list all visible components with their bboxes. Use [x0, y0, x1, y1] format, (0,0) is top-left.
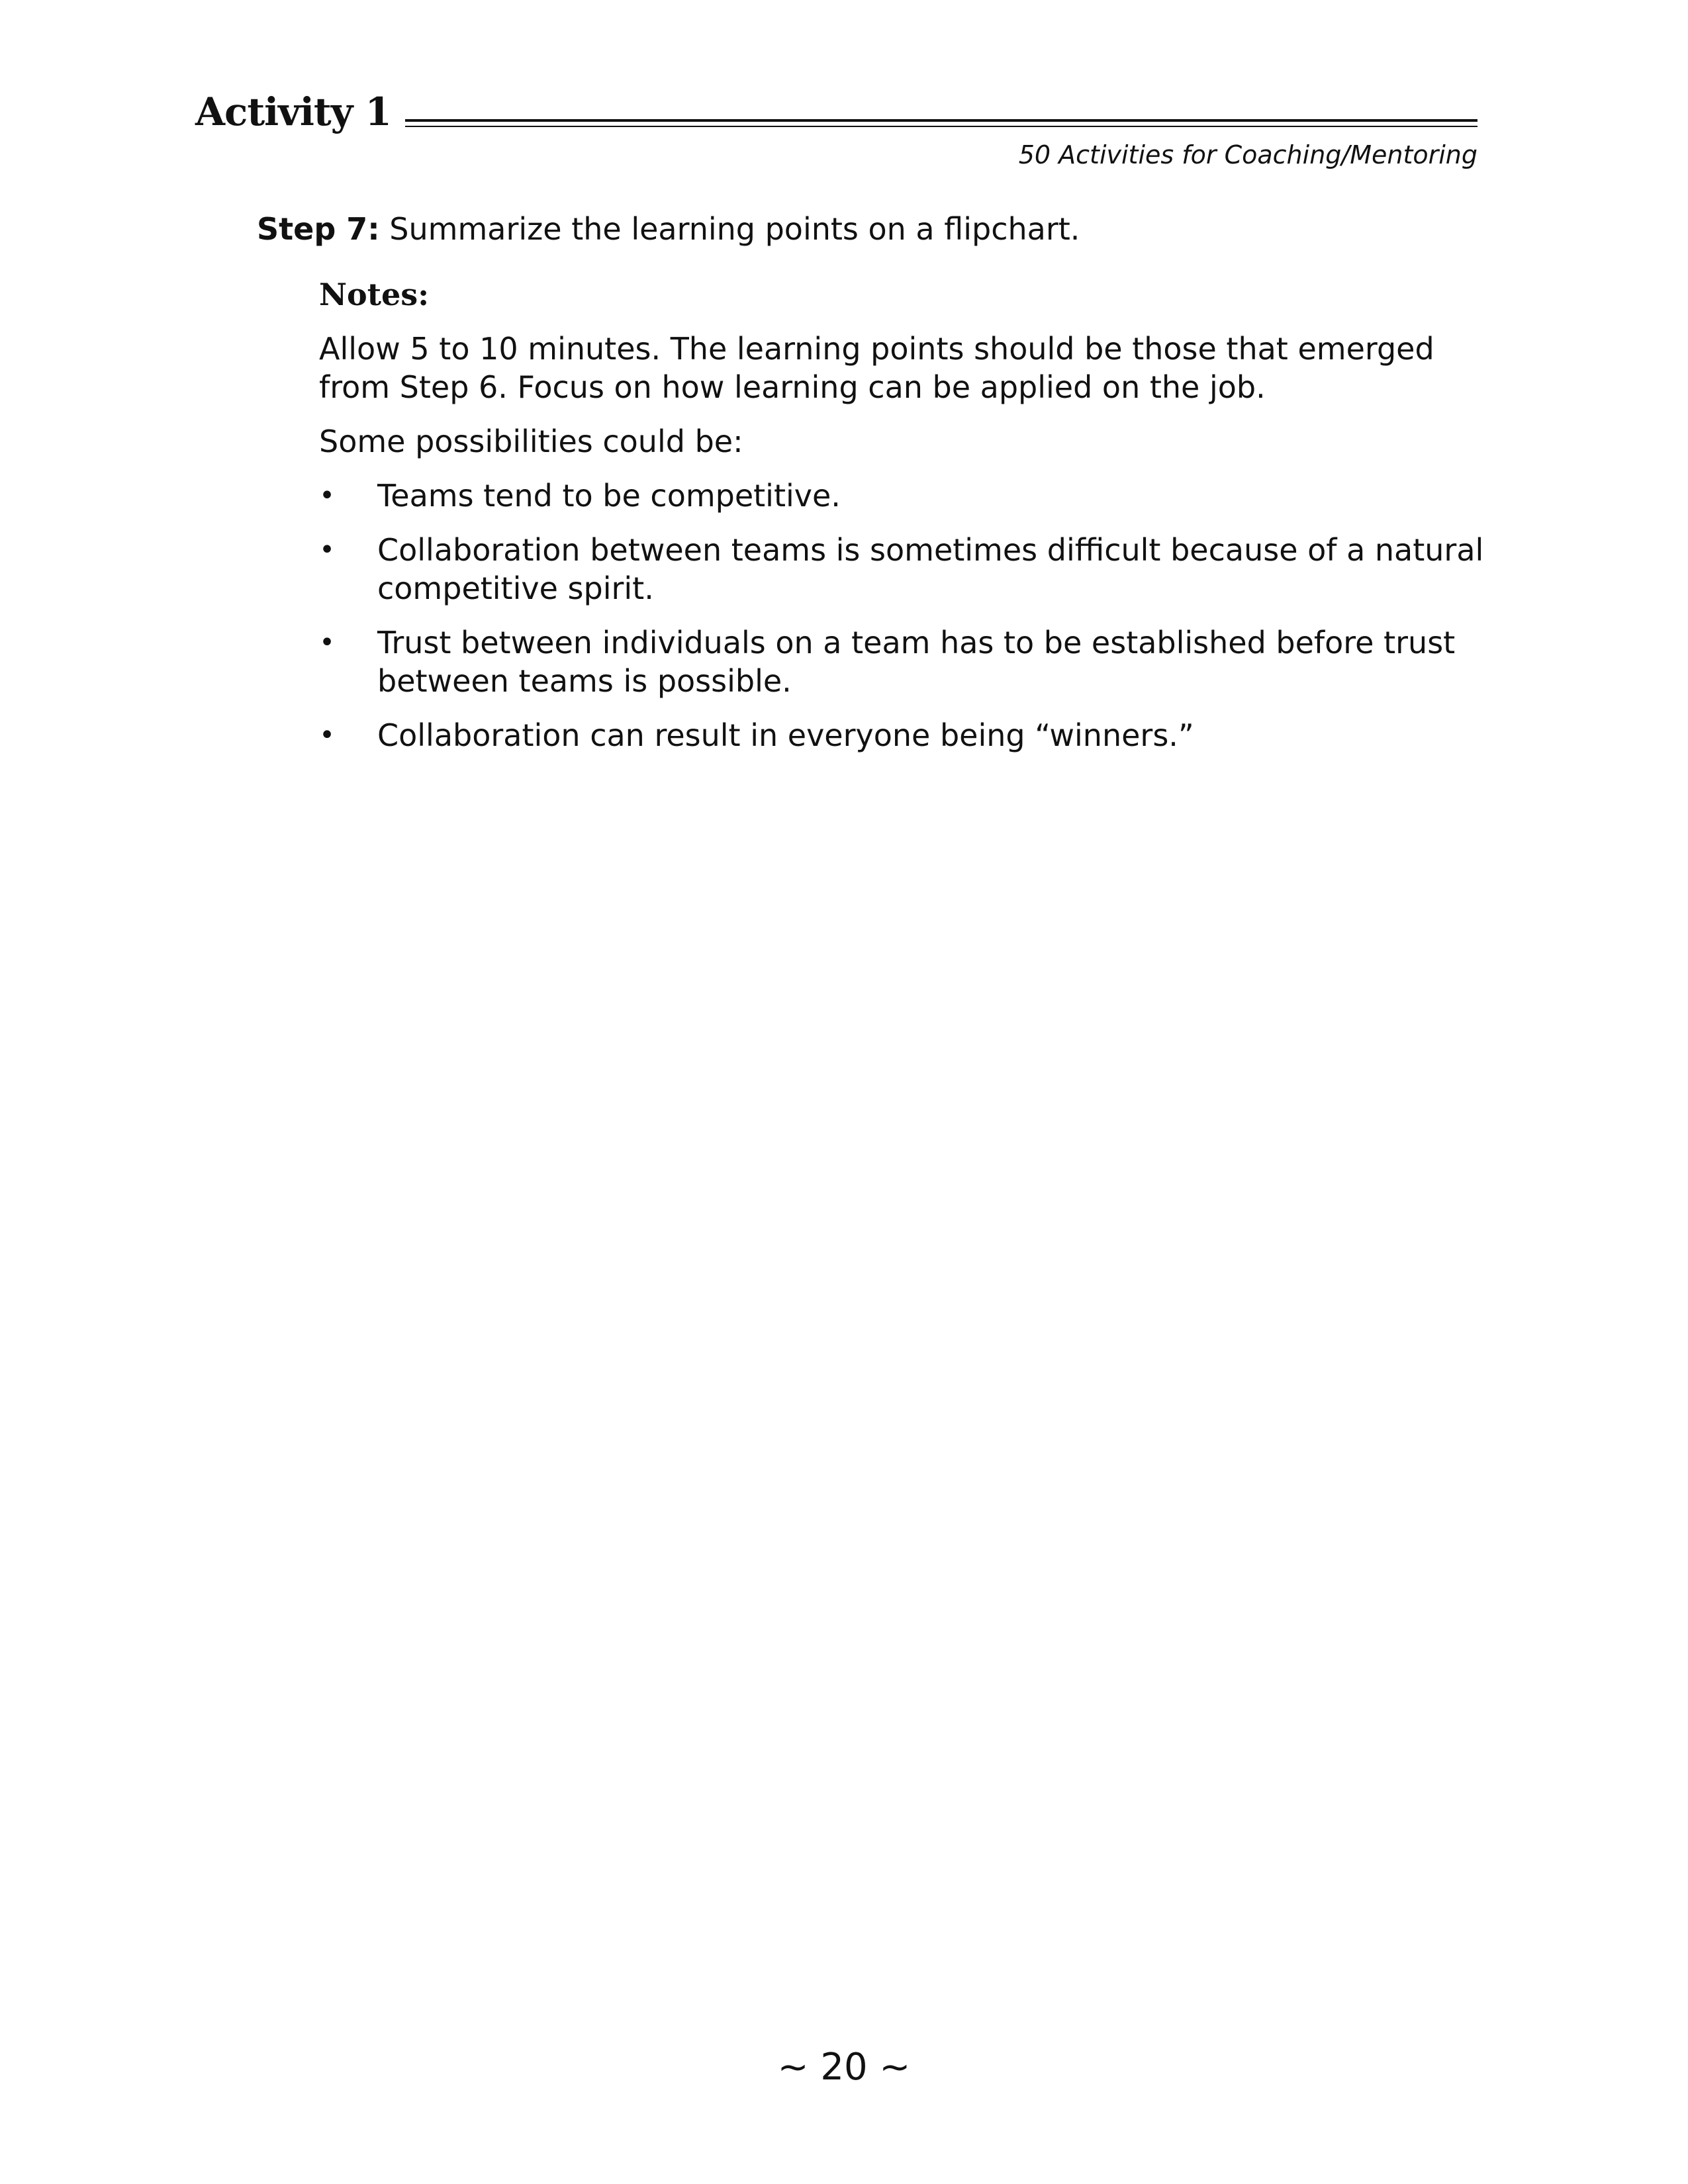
bullet-icon: • — [319, 627, 335, 658]
bullet-icon: • — [319, 535, 335, 565]
list-item — [319, 531, 1484, 608]
list-item — [319, 477, 1484, 515]
list-item-text: Teams tend to be competitive. — [377, 478, 841, 514]
notes-heading: Notes: — [319, 277, 430, 312]
list-item — [319, 623, 1484, 700]
list-item-text: Trust between individuals on a team has to be established before trust between teams is possible. — [377, 625, 1456, 699]
notes-body — [319, 330, 1484, 770]
book-title: 50 Activities for Coaching/Mentoring — [1018, 140, 1477, 169]
bullet-icon: • — [319, 720, 335, 751]
bullet-list — [319, 477, 1484, 754]
list-item-text: Collaboration between teams is sometimes difficult because of a natural competitive spirit. — [377, 532, 1484, 606]
notes-paragraph: Allow 5 to 10 minutes. The learning points should be those that emerged from Step 6. Focus on how learning can be applied on the job. — [319, 331, 1434, 405]
step-text: Summarize the learning points on a flipchart. — [379, 211, 1080, 247]
notes-paragraph: Some possibilities could be: — [319, 424, 743, 459]
step-label: Step 7: — [257, 211, 380, 247]
list-item-text: Collaboration can result in everyone being “winners.” — [377, 717, 1194, 753]
header-rule — [405, 119, 1477, 122]
activity-title: Activity 1 — [195, 89, 391, 134]
header-rule-thin — [405, 126, 1477, 127]
bullet-icon: • — [319, 480, 335, 511]
step-line — [257, 210, 1080, 249]
page-number: ~ 20 ~ — [777, 2046, 911, 2089]
list-item — [319, 716, 1484, 754]
